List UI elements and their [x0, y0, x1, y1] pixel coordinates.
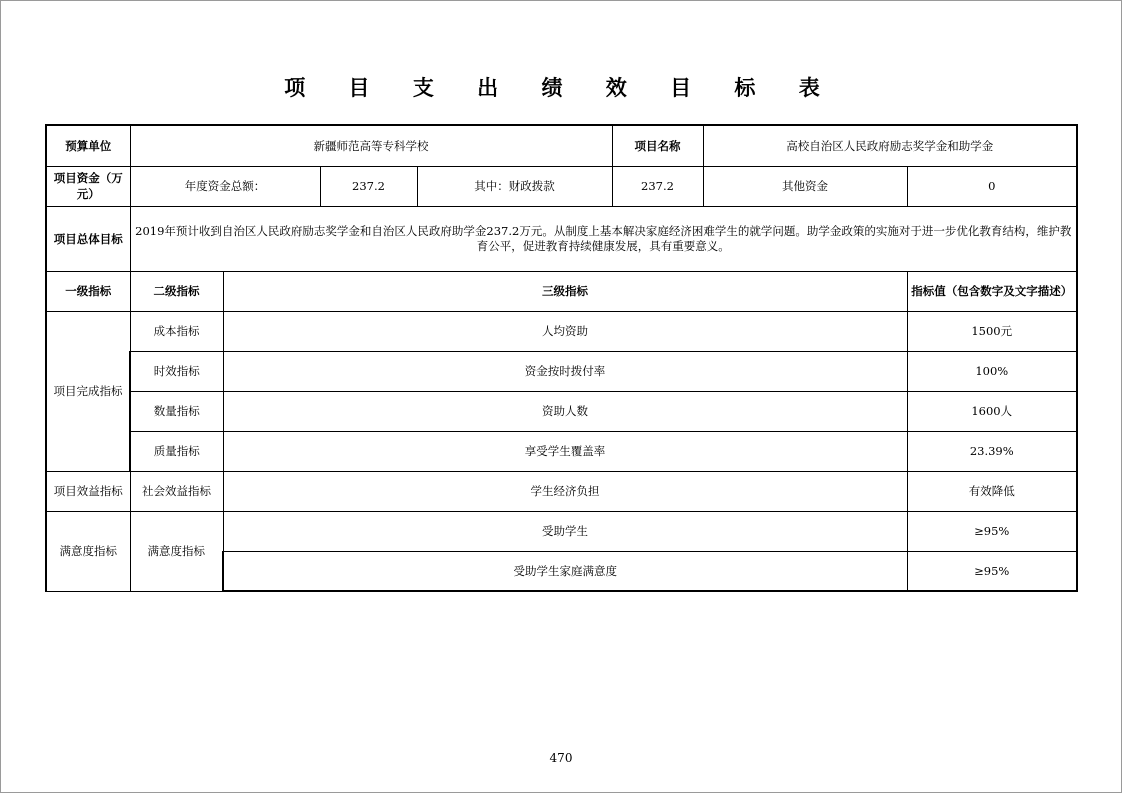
table-row: [46, 471, 1077, 511]
value-cell: 23.39%: [907, 431, 1077, 471]
table-row: [46, 511, 1077, 551]
fiscal-value: 237.2: [612, 166, 703, 206]
level3-cell: 资金按时拨付率: [223, 351, 907, 391]
level3-cell: 受助学生: [223, 511, 907, 551]
group-completion: 项目完成指标: [46, 311, 130, 471]
table-row: [46, 351, 1077, 391]
annual-total-label: 年度资金总额：: [130, 166, 320, 206]
other-funds-value: 0: [907, 166, 1077, 206]
level3-cell: 资助人数: [223, 391, 907, 431]
goal-text: 2019年预计收到自治区人民政府励志奖学金和自治区人民政府助学金237.2万元。从制度上基本解决家庭经济困难学生的就学问题。助学金政策的实施对于进一步优化教育结构，维护教育公平，促进教育持续健康发展，具有重要意义。: [130, 206, 1077, 271]
page-number: 470: [549, 751, 573, 765]
level2-cell: 社会效益指标: [130, 471, 223, 511]
other-funds-label: 其他资金: [703, 166, 907, 206]
level3-cell: 受助学生家庭满意度: [223, 551, 907, 591]
level2-cell: 成本指标: [130, 311, 223, 351]
budget-unit-value: 新疆师范高等专科学校: [130, 125, 612, 166]
value-cell: 100%: [907, 351, 1077, 391]
goal-label: 项目总体目标: [46, 206, 130, 271]
value-cell: ≥95%: [907, 551, 1077, 591]
table-row: [46, 311, 1077, 351]
value-cell: 1600人: [907, 391, 1077, 431]
level3-cell: 人均资助: [223, 311, 907, 351]
performance-table: [45, 124, 1078, 592]
header-level3: 三级指标: [223, 271, 907, 311]
fiscal-label: 其中：财政拨款: [417, 166, 612, 206]
project-name-label: 项目名称: [612, 125, 703, 166]
group-satisfaction: 满意度指标: [46, 511, 130, 591]
header-level1: 一级指标: [46, 271, 130, 311]
header-row: [46, 271, 1077, 311]
group-benefit: 项目效益指标: [46, 471, 130, 511]
page-title: 项 目 支 出 绩 效 目 标 表: [284, 76, 838, 100]
table-row: [46, 431, 1077, 471]
level2-cell: 时效指标: [130, 351, 223, 391]
value-cell: 1500元: [907, 311, 1077, 351]
project-name-value: 高校自治区人民政府励志奖学金和助学金: [703, 125, 1077, 166]
level2-cell: 质量指标: [130, 431, 223, 471]
budget-unit-label: 预算单位: [46, 125, 130, 166]
value-cell: ≥95%: [907, 511, 1077, 551]
header-value: 指标值（包含数字及文字描述）: [907, 271, 1077, 311]
funds-row: [46, 166, 1077, 206]
funds-label: 项目资金（万元）: [46, 166, 130, 206]
header-level2: 二级指标: [130, 271, 223, 311]
value-cell: 有效降低: [907, 471, 1077, 511]
level2-cell: 满意度指标: [130, 511, 223, 591]
budget-row: [46, 125, 1077, 166]
table-row: [46, 391, 1077, 431]
level2-cell: 数量指标: [130, 391, 223, 431]
level3-cell: 享受学生覆盖率: [223, 431, 907, 471]
annual-total-value: 237.2: [320, 166, 417, 206]
goal-row: [46, 206, 1077, 271]
level3-cell: 学生经济负担: [223, 471, 907, 511]
